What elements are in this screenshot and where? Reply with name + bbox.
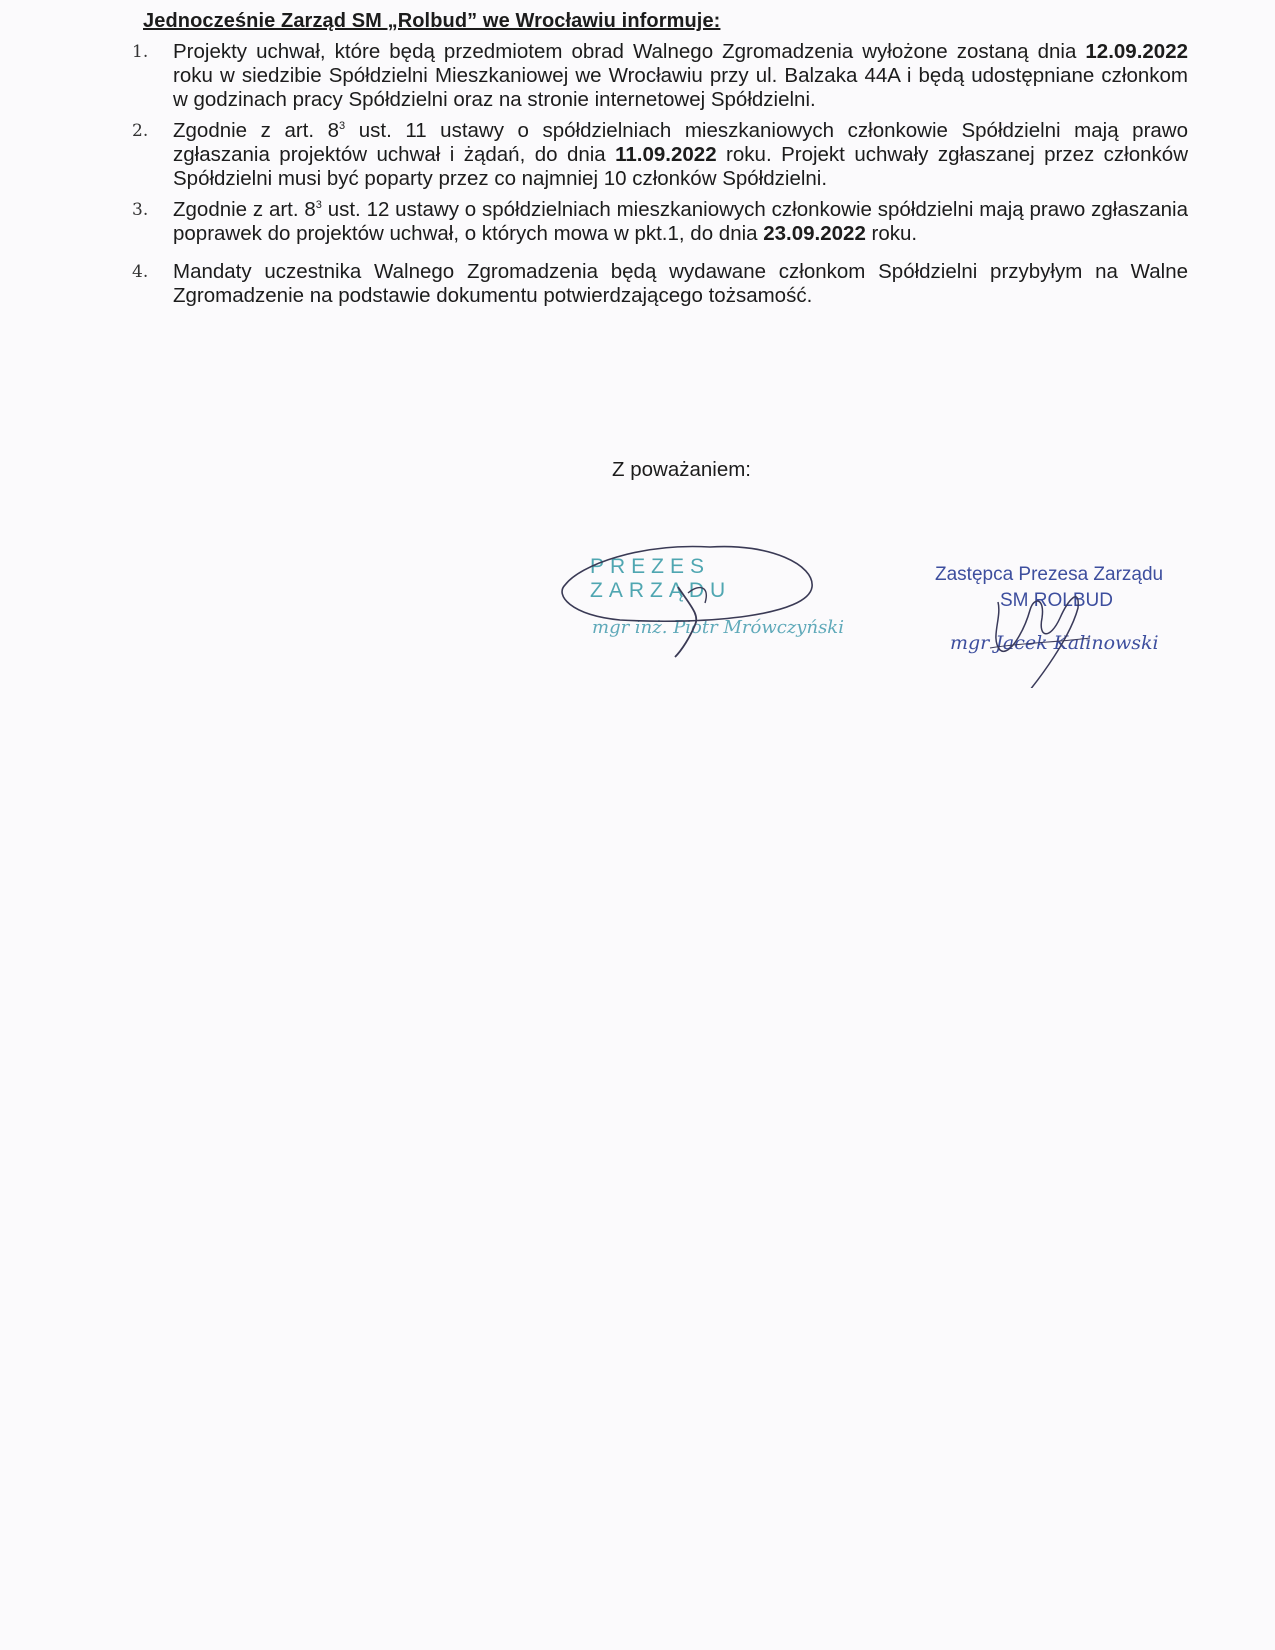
text-run: ust. 11 ustawy o spółdzielniach mieszkaniowych członkowie Spółdzielni mają prawo zgłaszania projektów uchwał i żądań, do dnia <box>173 119 1188 166</box>
list-item-number: 4. <box>132 262 149 282</box>
text-run: roku w siedzibie Spółdzielni Mieszkaniowej we Wrocławiu przy ul. Balzaka 44A i będą udostępniane członkom w godzinach pracy Spółdzielni oraz na stronie internetowej Spółdzielni. <box>173 64 1188 111</box>
text-run: Mandaty uczestnika Walnego Zgromadzenia będą wydawane członkom Spółdzielni przybyłym na Walne Zgromadzenie na podstawie dokumentu potwierdzającego tożsamość. <box>173 260 1188 307</box>
date-highlight: 11.09.2022 <box>615 143 717 166</box>
text-run: roku. <box>865 222 918 245</box>
text-run: Projekty uchwał, które będą przedmiotem obrad Walnego Zgromadzenia wyłożone zostaną dnia <box>173 40 1086 63</box>
president-signature <box>560 545 860 670</box>
list-item <box>132 198 1188 246</box>
list-item <box>132 40 1188 112</box>
date-highlight: 12.09.2022 <box>1085 40 1188 63</box>
text-run: roku. Projekt uchwały zgłaszanej przez członków Spółdzielni musi być poparty przez co najmniej 10 członków Spółdzielni. <box>173 143 1188 190</box>
text-run: Zgodnie z art. 8 <box>173 198 316 221</box>
stamp-title: Zastępca Prezesa Zarządu <box>935 564 1164 585</box>
list-item-number: 1. <box>132 42 149 62</box>
date-highlight: 23.09.2022 <box>763 222 866 245</box>
closing-salutation: Z poważaniem: <box>612 458 752 481</box>
vice-president-stamp <box>930 558 1200 688</box>
stamp-name: mgr Jacek Kalinowski <box>950 632 1159 654</box>
list-item-number: 2. <box>132 121 149 141</box>
text-run: ust. 12 ustawy o spółdzielniach mieszkaniowych członkowie spółdzielni mają prawo zgłaszania poprawek do projektów uchwał, o których mowa w pkt.1, do dnia <box>173 198 1188 245</box>
list-item-text <box>173 119 1188 191</box>
text-run: Zgodnie z art. 8 <box>173 119 340 142</box>
list-item-text <box>173 198 1188 246</box>
superscript: 3 <box>339 120 346 132</box>
list-item <box>132 260 1188 308</box>
list-item <box>132 119 1188 191</box>
stamp-organization: SM ROLBUD <box>1000 590 1113 611</box>
list-item-text <box>173 40 1188 112</box>
stamp-title: PREZES ZARZĄDU <box>590 555 732 602</box>
vice-president-signature <box>930 558 1200 688</box>
superscript: 3 <box>315 199 322 211</box>
president-stamp <box>560 545 860 670</box>
notice-heading: Jednocześnie Zarząd SM „Rolbud” we Wrocławiu informuje: <box>143 10 721 32</box>
list-item-number: 3. <box>132 200 149 220</box>
list-item-text <box>173 260 1188 308</box>
stamp-name: mgr inż. Piotr Mrówczyński <box>592 617 844 638</box>
notice-list <box>132 40 1188 308</box>
